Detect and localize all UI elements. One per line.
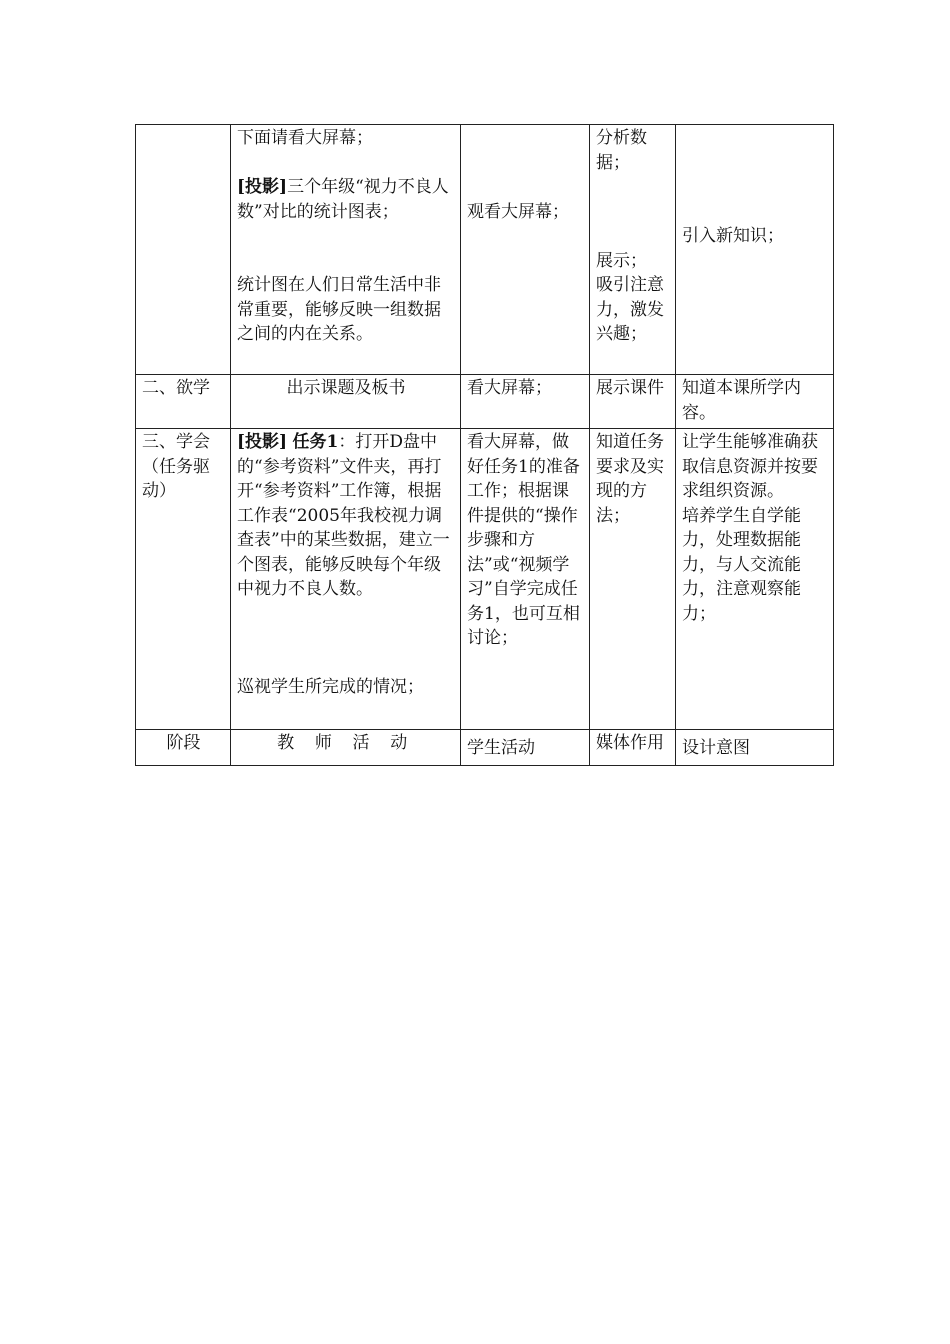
student-activity-text: 观看大屏幕； bbox=[467, 201, 569, 222]
header-design: 设计意图 bbox=[676, 730, 834, 766]
teacher-activity-cell bbox=[231, 429, 461, 730]
teacher-closing: 巡视学生所完成的情况； bbox=[237, 677, 424, 697]
student-activity-cell: 看大屏幕； bbox=[461, 375, 590, 429]
lesson-plan-table bbox=[135, 124, 834, 766]
media-third: 吸引注意力，激发兴趣； bbox=[596, 275, 664, 344]
teacher-activity-cell bbox=[231, 125, 461, 375]
projection-tag: [投影] bbox=[237, 432, 288, 452]
header-student: 学生活动 bbox=[461, 730, 590, 766]
header-stage: 阶段 bbox=[136, 730, 231, 766]
student-activity-cell bbox=[461, 125, 590, 375]
stage-cell bbox=[136, 125, 231, 375]
stage-cell: 二、欲学 bbox=[136, 375, 231, 429]
stage-cell: 三、学会（任务驱动） bbox=[136, 429, 231, 730]
table-row bbox=[136, 125, 834, 375]
media-second: 展示； bbox=[596, 250, 647, 271]
table-row bbox=[136, 429, 834, 730]
teacher-activity-cell: 出示课题及板书 bbox=[231, 375, 461, 429]
projection-text: [投影]三个年级“视力不良人数”对比的统计图表； bbox=[237, 177, 449, 222]
media-role-cell bbox=[590, 125, 676, 375]
teacher-intro: 下面请看大屏幕； bbox=[237, 128, 373, 148]
design-intent-cell bbox=[676, 429, 834, 730]
design-text: 引入新知识； bbox=[682, 226, 784, 246]
table-row bbox=[136, 375, 834, 429]
task-label: 任务1 bbox=[292, 432, 339, 452]
header-media: 媒体作用 bbox=[590, 730, 676, 766]
design-second: 培养学生自学能力，处理数据能力，与人交流能力，注意观察能力； bbox=[682, 505, 801, 624]
design-first: 让学生能够准确获取信息资源并按要求组织资源。 bbox=[682, 432, 818, 501]
media-role-cell: 展示课件 bbox=[590, 375, 676, 429]
media-role-cell: 知道任务要求及实现的方法； bbox=[590, 429, 676, 730]
student-activity-cell: 看大屏幕，做好任务1的准备工作；根据课件提供的“操作步骤和方法”或“视频学习”自学完成任务1，也可互相讨论； bbox=[461, 429, 590, 730]
teacher-closing: 统计图在人们日常生活中非常重要，能够反映一组数据之间的内在关系。 bbox=[237, 275, 441, 344]
design-intent-cell: 知道本课所学内容。 bbox=[676, 375, 834, 429]
task-text: [投影] 任务1：打开D盘中的“参考资料”文件夹，再打开“参考资料”工作簿，根据工作表“2005年我校视力调查表”中的某些数据，建立一个图表，能够反映每个年级中视力不良人数。 bbox=[237, 432, 450, 599]
header-row bbox=[136, 730, 834, 766]
media-first: 分析数据； bbox=[596, 128, 647, 173]
projection-tag: [投影] bbox=[237, 177, 288, 197]
header-teacher: 教 师 活 动 bbox=[231, 730, 461, 766]
design-intent-cell bbox=[676, 125, 834, 375]
